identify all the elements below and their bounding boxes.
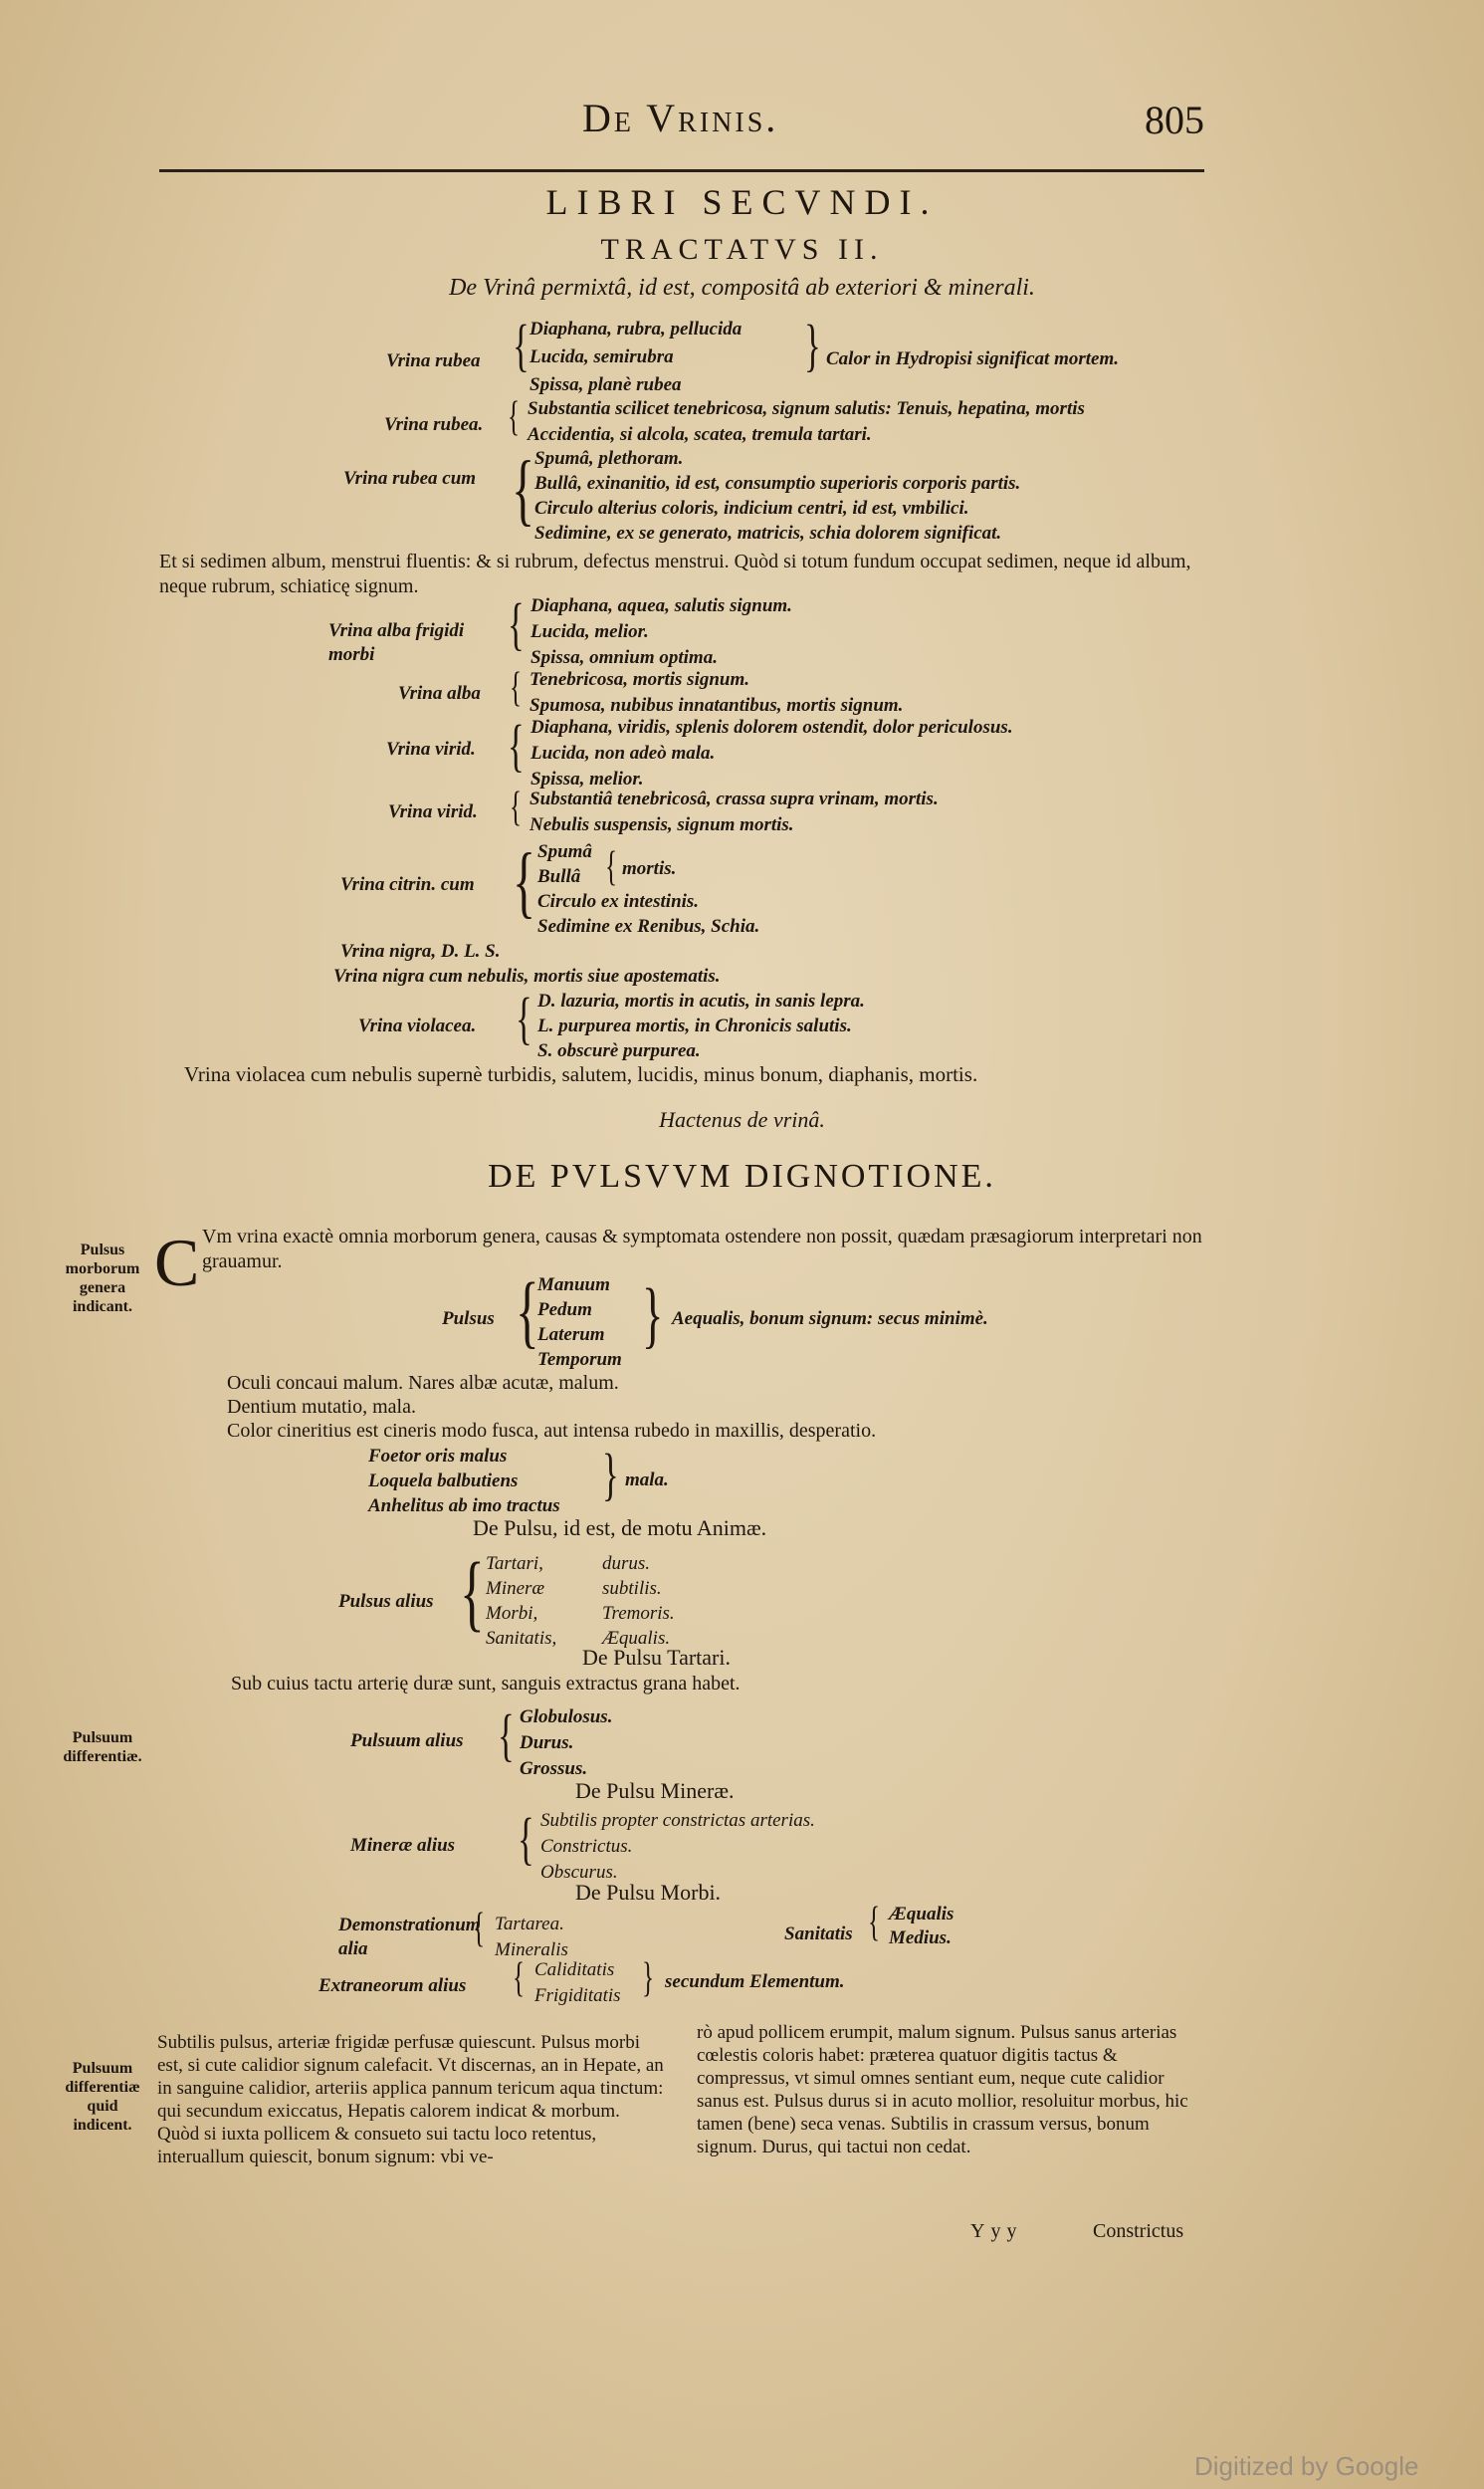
entry-line: Obscurus.: [540, 1862, 618, 1883]
entry-label: Vrina nigra, D. L. S.: [340, 941, 501, 962]
entry-line: Lucida, melior.: [530, 621, 649, 642]
brace: {: [513, 313, 530, 377]
entry-line: Constrictus.: [540, 1836, 633, 1857]
entry-label: Extraneorum alius: [318, 1975, 467, 1996]
entry-line: Tenebricosa, mortis signum.: [530, 669, 750, 690]
entry-line: Tremoris.: [602, 1603, 675, 1624]
entry-line: Mineræ: [486, 1578, 545, 1599]
signature-mark: Yyy: [970, 2220, 1023, 2242]
entry-line: Substantia scilicet tenebricosa, signum salutis: Tenuis, hepatina, mortis: [528, 398, 1085, 419]
brace: {: [510, 785, 523, 830]
paragraph: Vrina violacea cum nebulis supernè turbidis, salutem, lucidis, minus bonum, diaphanis, mortis.: [184, 1062, 978, 1086]
entry-line: Spissa, omnium optima.: [530, 647, 718, 668]
brace: }: [642, 1955, 655, 2001]
text-line: Dentium mutatio, mala.: [227, 1396, 416, 1418]
text-line: Sub cuius tactu arterię duræ sunt, sanguis extractus grana habet.: [231, 1673, 741, 1695]
entry-line: Diaphana, viridis, splenis dolorem ostendit, dolor periculosus.: [530, 717, 1013, 738]
entry-result: Calor in Hydropisi significat mortem.: [826, 348, 1119, 369]
column-left: Subtilis pulsus, arteriæ frigidæ perfusæ quiescunt. Pulsus morbi est, si cute calidior signum calefacit. Vt discernas, an in Hepate, an in sanguine calidior, arteriis applica pannum tericum aqua tinctum: qui secundum exiccatus, Hepatis calorem indicat & morbum. Quòd si iuxta pollicem & consueto sui tactu loco retentus, interuallum quiescit, bonum signum: vbi ve-: [157, 2032, 664, 2167]
entry-line: Bullâ, exinanitio, id est, consumptio superioris corporis partis.: [534, 473, 1021, 494]
page-number: 805: [1145, 98, 1204, 142]
entry-line: Medius.: [889, 1927, 952, 1948]
brace: {: [516, 986, 532, 1050]
entry-line: Nebulis suspensis, signum mortis.: [530, 814, 794, 835]
entry-line: S. obscurè purpurea.: [537, 1040, 701, 1061]
entry-line: Spumâ, plethoram.: [534, 448, 684, 469]
digitization-watermark: Digitized by Google: [1194, 2451, 1419, 2481]
entry-label: Vrina alba: [398, 683, 481, 704]
brace: {: [513, 1955, 526, 2001]
brace: {: [516, 1265, 539, 1356]
entry-line: Globulosus.: [520, 1706, 613, 1727]
brace: {: [518, 1806, 534, 1871]
entry-line: L. purpurea mortis, in Chronicis salutis.: [537, 1016, 852, 1036]
brace: {: [473, 1906, 486, 1951]
entry-label: Vrina alba frigidi morbi: [328, 620, 465, 665]
brace: {: [513, 838, 536, 926]
entry-line: Spumâ: [537, 841, 592, 862]
entry-line: Foetor oris malus: [368, 1446, 508, 1467]
entry-line: durus.: [602, 1553, 651, 1574]
entry-line: Circulo ex intestinis.: [537, 891, 700, 912]
entry-line: Manuum: [537, 1274, 610, 1295]
entry-label: Vrina virid.: [388, 801, 478, 822]
entry-line: Sedimine, ex se generato, matricis, schia dolorem significat.: [534, 523, 1002, 544]
entry-line: Diaphana, rubra, pellucida: [530, 319, 742, 339]
entry-line: Subtilis propter constrictas arterias.: [540, 1810, 815, 1831]
entry-label: Pulsus alius: [338, 1591, 434, 1612]
brace: }: [602, 1442, 619, 1506]
entry-label: Vrina rubea: [386, 350, 481, 371]
entry-line: Grossus.: [520, 1758, 588, 1779]
column-right: rò apud pollicem erumpit, malum signum. Pulsus sanus arterias cœlestis coloris habet: præterea quatuor digitis tactus & compressus, vt simul omnes sentiant eum, neque cute calidior sanus est. Pulsus durus si in acuto mollior, resoluitur morbus, hic tamen (bene) seca venas. Subtilis in crassum versus, bonum signum. Durus, qui tactui non cedat.: [697, 2022, 1188, 2157]
section-title: DE PVLSVVM DIGNOTIONE.: [488, 1158, 996, 1195]
entry-label: Vrina virid.: [386, 739, 476, 760]
entry-line: Temporum: [537, 1349, 622, 1370]
text-line: Color cineritius est cineris modo fusca, aut intensa rubedo in maxillis, desperatio.: [227, 1420, 877, 1442]
brace: {: [508, 591, 525, 656]
entry-line: Circulo alterius coloris, indicium centri, id est, vmbilici.: [534, 498, 969, 519]
entry-label: Sanitatis: [784, 1923, 853, 1944]
entry-line: Lucida, non adeò mala.: [530, 743, 716, 764]
entry-line: Laterum: [537, 1324, 605, 1345]
subheading: De Pulsu, id est, de motu Animæ.: [473, 1515, 767, 1540]
subheading: De Pulsu Mineræ.: [575, 1778, 735, 1803]
catchword: Constrictus: [1093, 2220, 1184, 2242]
brace: {: [508, 713, 525, 778]
entry-line: Anhelitus ab imo tractus: [368, 1495, 560, 1516]
entry-line: Loquela balbutiens: [368, 1471, 519, 1491]
intro-paragraph: Vm vrina exactè omnia morborum genera, causas & symptomata ostendere non possit, quædam præsagiorum interpretari non grauamur.: [202, 1226, 1202, 1272]
entry-line: Spissa, melior.: [530, 769, 644, 790]
entry-line: Æqualis.: [602, 1628, 671, 1649]
entry-line: Æqualis: [889, 1904, 954, 1924]
entry-line: Lucida, semirubra: [530, 346, 674, 367]
brace: {: [512, 446, 535, 534]
entry-line: Accidentia, si alcola, scatea, tremula tartari.: [528, 424, 872, 445]
paragraph: Et si sedimen album, menstrui fluentis: & si rubrum, defectus menstrui. Quòd si totum fundum occupat sedimen, neque id album, neque rubrum, schiaticę signum.: [159, 551, 1191, 597]
margin-note: Pulsus morborum genera indicant.: [65, 1242, 140, 1315]
brace: {: [498, 1702, 515, 1767]
text-line: Oculi concaui malum. Nares albæ acutæ, malum.: [227, 1372, 619, 1394]
entry-line: D. lazuria, mortis in acutis, in sanis lepra.: [537, 991, 865, 1012]
subheading: De Pulsu Morbi.: [575, 1880, 722, 1905]
entry-label: Mineræ alius: [350, 1835, 456, 1856]
entry-line: Diaphana, aquea, salutis signum.: [530, 595, 792, 616]
entry-line: Sanitatis,: [486, 1628, 557, 1649]
entry-label: Vrina nigra cum nebulis, mortis siue apostematis.: [333, 966, 721, 987]
brace: {: [605, 844, 618, 890]
tractatus-title: TRACTATVS II.: [600, 233, 884, 266]
entry-result: mala.: [625, 1470, 669, 1490]
entry-line: subtilis.: [602, 1578, 662, 1599]
header-rule: [159, 169, 1204, 172]
entry-result: secundum Elementum.: [665, 1971, 845, 1992]
entry-line: Caliditatis: [534, 1959, 615, 1980]
margin-note: Pulsuum differentiæ.: [63, 1729, 142, 1765]
entry-line: Substantiâ tenebricosâ, crassa supra vrinam, mortis.: [530, 789, 939, 809]
running-head: De Vrinis.: [582, 96, 779, 140]
closing-line: Hactenus de vrinâ.: [659, 1107, 825, 1132]
entry-line: Bullâ: [537, 866, 581, 887]
entry-line: Spumosa, nubibus innatantibus, mortis signum.: [530, 695, 904, 716]
book-title: LIBRI SECVNDI.: [545, 182, 939, 222]
brace: {: [508, 394, 521, 440]
entry-line: Pedum: [537, 1299, 592, 1320]
entry-line: Tartarea.: [495, 1914, 564, 1934]
entry-label: Vrina rubea.: [384, 414, 484, 435]
section-subtitle: De Vrinâ permixtâ, id est, compositâ ab exteriori & minerali.: [449, 275, 1035, 301]
subheading: De Pulsu Tartari.: [582, 1645, 731, 1670]
entry-line: Sedimine ex Renibus, Schia.: [537, 916, 760, 937]
brace: }: [804, 313, 821, 377]
entry-label: Vrina rubea cum: [343, 468, 477, 489]
entry-line: Morbi,: [486, 1603, 538, 1624]
margin-note: Pulsuum differentiæ quid indicent.: [65, 2060, 140, 2134]
entry-label: Vrina citrin. cum: [340, 874, 475, 895]
entry-result: Aequalis, bonum signum: secus minimè.: [672, 1308, 988, 1329]
entry-line: Tartari,: [486, 1553, 543, 1574]
brace: {: [510, 665, 523, 711]
entry-result: mortis.: [622, 858, 677, 879]
brace: {: [460, 1544, 485, 1640]
brace: {: [868, 1900, 881, 1945]
entry-line: Frigiditatis: [534, 1985, 621, 2006]
entry-line: Mineralis: [495, 1939, 568, 1960]
entry-label: Pulsuum alius: [350, 1730, 464, 1751]
entry-label: Pulsus: [442, 1308, 495, 1329]
entry-line: Durus.: [520, 1732, 574, 1753]
brace: }: [642, 1274, 664, 1356]
drop-cap: C: [154, 1225, 200, 1300]
entry-label: Vrina violacea.: [358, 1016, 477, 1036]
entry-line: Spissa, planè rubea: [530, 374, 682, 395]
entry-label: Demonstrationum alia: [338, 1915, 481, 1959]
